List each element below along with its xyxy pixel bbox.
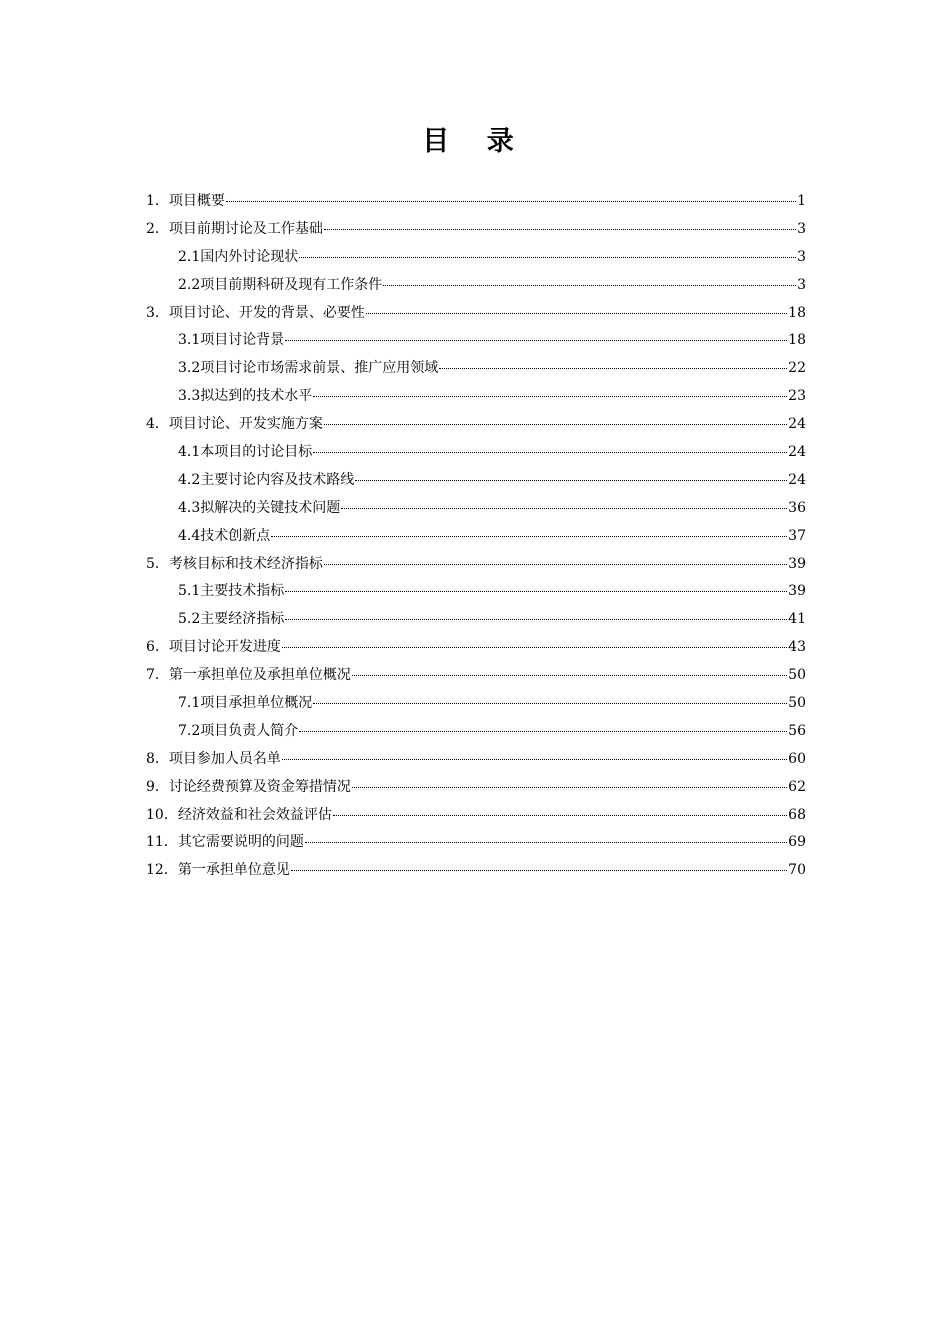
toc-entry-number: 4.1 <box>178 444 201 461</box>
toc-entry-title: 项目前期科研及现有工作条件 <box>200 276 383 293</box>
toc-entry-page-number: 3 <box>797 220 806 237</box>
toc-entry-page-number: 68 <box>788 806 806 823</box>
toc-entry-title: 项目讨论、开发实施方案 <box>168 416 323 433</box>
toc-entry-title: 项目讨论背景 <box>200 332 285 349</box>
toc-dot-leader <box>324 229 796 230</box>
toc-dot-leader <box>305 842 787 843</box>
toc-entry[interactable] <box>146 439 806 467</box>
toc-entry-number: 9． <box>146 778 169 795</box>
toc-entry-number: 2.2 <box>178 276 201 293</box>
toc-entry-number: 8． <box>146 750 169 767</box>
toc-dot-leader <box>324 564 787 565</box>
toc-entry[interactable] <box>146 355 806 383</box>
toc-entry-title: 国内外讨论现状 <box>200 248 299 265</box>
toc-entry[interactable] <box>146 383 806 411</box>
toc-entry-page-number: 1 <box>797 193 806 209</box>
toc-entry-title: 第一承担单位及承担单位概况 <box>168 667 351 684</box>
toc-dot-leader <box>313 452 787 453</box>
toc-entry-number: 5． <box>146 555 169 572</box>
toc-entry-title: 考核目标和技术经济指标 <box>168 555 323 572</box>
toc-entry-number: 3.3 <box>178 388 201 405</box>
toc-entry-page-number: 22 <box>788 360 806 377</box>
toc-entry-title: 拟达到的技术水平 <box>200 388 313 405</box>
toc-entry-title: 主要技术指标 <box>200 583 285 600</box>
toc-dot-leader <box>282 647 787 648</box>
toc-dot-leader <box>333 815 787 816</box>
toc-entry-page-number: 43 <box>788 639 806 656</box>
toc-dot-leader <box>299 257 796 258</box>
toc-dot-leader <box>341 508 787 509</box>
toc-entry-number: 4． <box>146 416 169 433</box>
toc-entry-title: 拟解决的关键技术问题 <box>200 499 341 516</box>
toc-entry[interactable] <box>146 523 806 551</box>
toc-entry-page-number: 3 <box>797 248 806 265</box>
toc-entry-number: 7． <box>146 667 169 684</box>
toc-dot-leader <box>366 313 787 314</box>
toc-entry[interactable] <box>146 272 806 300</box>
toc-entry-number: 2． <box>146 220 169 237</box>
toc-entry-number: 1． <box>146 193 169 209</box>
toc-entry-page-number: 39 <box>788 555 806 572</box>
toc-entry-title: 其它需要说明的问题 <box>177 834 304 851</box>
toc-entry-page-number: 39 <box>788 583 806 600</box>
toc-entry-title: 项目承担单位概况 <box>200 695 313 712</box>
toc-entry[interactable] <box>146 718 806 746</box>
toc-entry-page-number: 62 <box>788 778 806 795</box>
toc-entry-number: 4.4 <box>178 527 201 544</box>
toc-entry[interactable] <box>146 188 806 216</box>
toc-entry[interactable] <box>146 774 806 802</box>
toc-dot-leader <box>352 675 787 676</box>
toc-entry[interactable] <box>146 606 806 634</box>
toc-entry-number: 3.1 <box>178 332 201 349</box>
toc-dot-leader <box>313 703 787 704</box>
toc-entry[interactable] <box>146 857 806 885</box>
toc-entry-number: 5.2 <box>178 611 201 628</box>
toc-entry-number: 4.2 <box>178 471 201 488</box>
toc-entry[interactable] <box>146 746 806 774</box>
toc-entry-title: 项目讨论、开发的背景、必要性 <box>168 304 365 321</box>
toc-entry-number: 2.1 <box>178 248 201 265</box>
toc-entry-number: 4.3 <box>178 499 201 516</box>
toc-entry[interactable] <box>146 327 806 355</box>
toc-entry-page-number: 41 <box>788 611 806 628</box>
toc-entry[interactable] <box>146 244 806 272</box>
toc-dot-leader <box>299 731 787 732</box>
toc-entry-number: 3.2 <box>178 360 201 377</box>
toc-entry-number: 7.2 <box>178 722 201 739</box>
toc-entry-page-number: 18 <box>788 304 806 321</box>
toc-entry-page-number: 37 <box>788 527 806 544</box>
toc-title: 目 录 <box>422 126 528 157</box>
toc-dot-leader <box>439 368 787 369</box>
toc-entry-page-number: 69 <box>788 834 806 851</box>
toc-entry-page-number: 23 <box>788 388 806 405</box>
toc-entry-page-number: 3 <box>797 276 806 293</box>
toc-entry-page-number: 24 <box>788 416 806 433</box>
toc-dot-leader <box>226 201 796 202</box>
toc-entry-page-number: 24 <box>788 471 806 488</box>
toc-entry[interactable] <box>146 690 806 718</box>
toc-entry-page-number: 70 <box>788 862 806 879</box>
toc-dot-leader <box>285 340 787 341</box>
toc-entry-number: 11． <box>146 834 178 851</box>
toc-dot-leader <box>324 424 787 425</box>
toc-dot-leader <box>285 619 787 620</box>
toc-entry[interactable] <box>146 216 806 244</box>
toc-entry[interactable] <box>146 829 806 857</box>
toc-entry-number: 7.1 <box>178 695 201 712</box>
toc-entry-page-number: 50 <box>788 667 806 684</box>
toc-dot-leader <box>313 396 787 397</box>
toc-entry-title: 讨论经费预算及资金筹措情况 <box>168 778 351 795</box>
toc-entry[interactable] <box>146 495 806 523</box>
toc-entry-page-number: 36 <box>788 499 806 516</box>
toc-dot-leader <box>355 480 787 481</box>
toc-entry[interactable] <box>146 551 806 579</box>
toc-entry-title: 主要经济指标 <box>200 611 285 628</box>
toc-entry-title: 主要讨论内容及技术路线 <box>200 471 355 488</box>
toc-entry-title: 项目前期讨论及工作基础 <box>168 220 323 237</box>
toc-entry[interactable] <box>146 802 806 830</box>
toc-entry[interactable] <box>146 411 806 439</box>
toc-dot-leader <box>352 787 787 788</box>
toc-entry-number: 6． <box>146 639 169 656</box>
toc-entry[interactable] <box>146 300 806 328</box>
toc-entry-title: 经济效益和社会效益评估 <box>177 806 332 823</box>
toc-entry-page-number: 60 <box>788 750 806 767</box>
toc-entry-number: 12． <box>146 862 178 879</box>
toc-dot-leader <box>282 759 787 760</box>
toc-entry-title: 项目讨论市场需求前景、推广应用领域 <box>200 360 439 377</box>
toc-entry-page-number: 24 <box>788 444 806 461</box>
toc-list <box>146 188 806 885</box>
toc-dot-leader <box>271 536 787 537</box>
toc-entry-page-number: 50 <box>788 695 806 712</box>
toc-entry-title: 项目概要 <box>168 193 225 209</box>
toc-entry-page-number: 56 <box>788 722 806 739</box>
toc-entry-title: 项目参加人员名单 <box>168 750 281 767</box>
toc-entry-number: 10． <box>146 806 178 823</box>
toc-entry-title: 项目讨论开发进度 <box>168 639 281 656</box>
toc-entry[interactable] <box>146 578 806 606</box>
toc-dot-leader <box>285 591 787 592</box>
toc-entry-title: 技术创新点 <box>200 527 271 544</box>
toc-dot-leader <box>291 870 787 871</box>
toc-entry-title: 项目负责人简介 <box>200 722 299 739</box>
toc-entry[interactable] <box>146 662 806 690</box>
toc-entry-number: 5.1 <box>178 583 201 600</box>
toc-entry-page-number: 18 <box>788 332 806 349</box>
toc-entry[interactable] <box>146 634 806 662</box>
toc-entry-title: 第一承担单位意见 <box>177 862 290 879</box>
toc-entry[interactable] <box>146 467 806 495</box>
toc-entry-number: 3． <box>146 304 169 321</box>
toc-dot-leader <box>383 285 796 286</box>
toc-entry-title: 本项目的讨论目标 <box>200 444 313 461</box>
